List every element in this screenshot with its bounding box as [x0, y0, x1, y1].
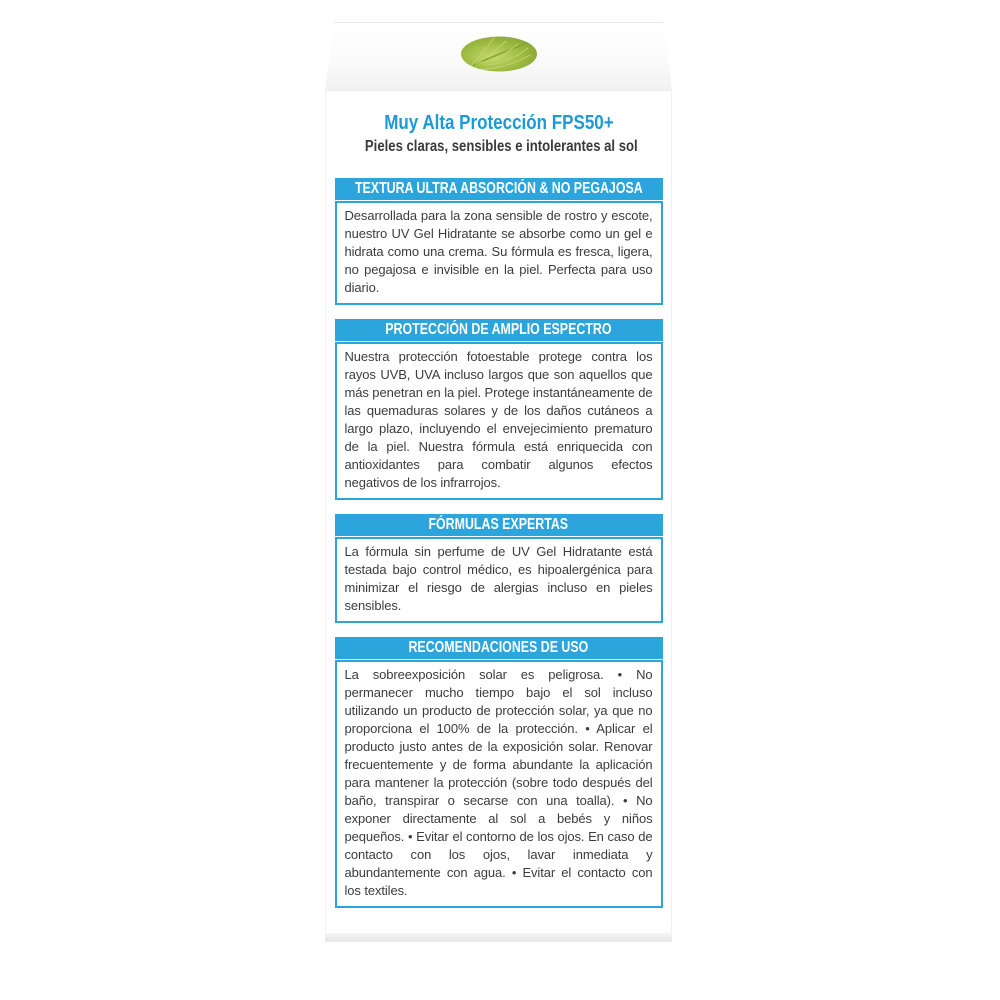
section-formulas-header	[335, 514, 663, 536]
product-title	[335, 112, 663, 134]
product-subtitle	[335, 137, 663, 157]
section-texture-header	[335, 178, 663, 200]
section-recommendations-header-text: RECOMENDACIONES DE USO	[408, 639, 589, 656]
section-recommendations-body: La sobreexposición solar es peligrosa. • No permanecer mucho tiempo bajo el sol incluso utilizando un producto de protección solar, ya que no proporciona el 100% de la protección. • Aplicar el producto justo antes de la exposición solar. Renovar frecuentemente y de forma abundante la aplicación para mantener la protección (sobre todo después del baño, transpirar o secarse con una toalla). • No exponer directamente al sol a bebés y niños pequeños. • Evitar el contorno de los ojos. En caso de contacto con los ojos, lavar inmediata y abundantemente con agua. • Evitar el contacto con los textiles.	[335, 660, 663, 908]
section-protection-header	[335, 319, 663, 341]
box-front-face	[325, 90, 672, 942]
section-recommendations	[335, 637, 663, 908]
section-formulas	[335, 514, 663, 623]
section-protection	[335, 319, 663, 500]
section-formulas-body: La fórmula sin perfume de UV Gel Hidratante está testada bajo control médico, es hipoalergénica para minimizar el riesgo de alergias incluso en pieles sensibles.	[335, 537, 663, 623]
section-texture	[335, 178, 663, 305]
leaf-icon	[460, 35, 538, 78]
label-content	[335, 91, 663, 908]
section-texture-body: Desarrollada para la zona sensible de rostro y escote, nuestro UV Gel Hidratante se absorbe como un gel e hidrata como una crema. Su fórmula es fresca, ligera, no pegajosa e invisible en la piel. Perfecta para uso diario.	[335, 201, 663, 305]
section-formulas-header-text: FÓRMULAS EXPERTAS	[428, 516, 569, 533]
product-box	[325, 22, 672, 942]
section-recommendations-header	[335, 637, 663, 659]
product-subtitle-text: Pieles claras, sensibles e intolerantes al sol	[364, 138, 638, 155]
box-top-face	[325, 22, 672, 90]
box-bottom-edge	[325, 933, 672, 942]
section-protection-header-text: PROTECCIÓN DE AMPLIO ESPECTRO	[385, 321, 612, 338]
section-texture-header-text: TEXTURA ULTRA ABSORCIÓN & NO PEGAJOSA	[354, 180, 643, 197]
section-protection-body: Nuestra protección fotoestable protege contra los rayos UVB, UVA incluso largos que son aquellos que más penetran en la piel. Protege instantáneamente de las quemaduras solares y de los daños cutáneos a largo plazo, incluyendo el envejecimiento prematuro de la piel. Nuestra fórmula está enriquecida con antioxidantes para combatir algunos efectos negativos de los infrarrojos.	[335, 342, 663, 500]
product-title-text: Muy Alta Protección FPS50+	[383, 112, 614, 134]
